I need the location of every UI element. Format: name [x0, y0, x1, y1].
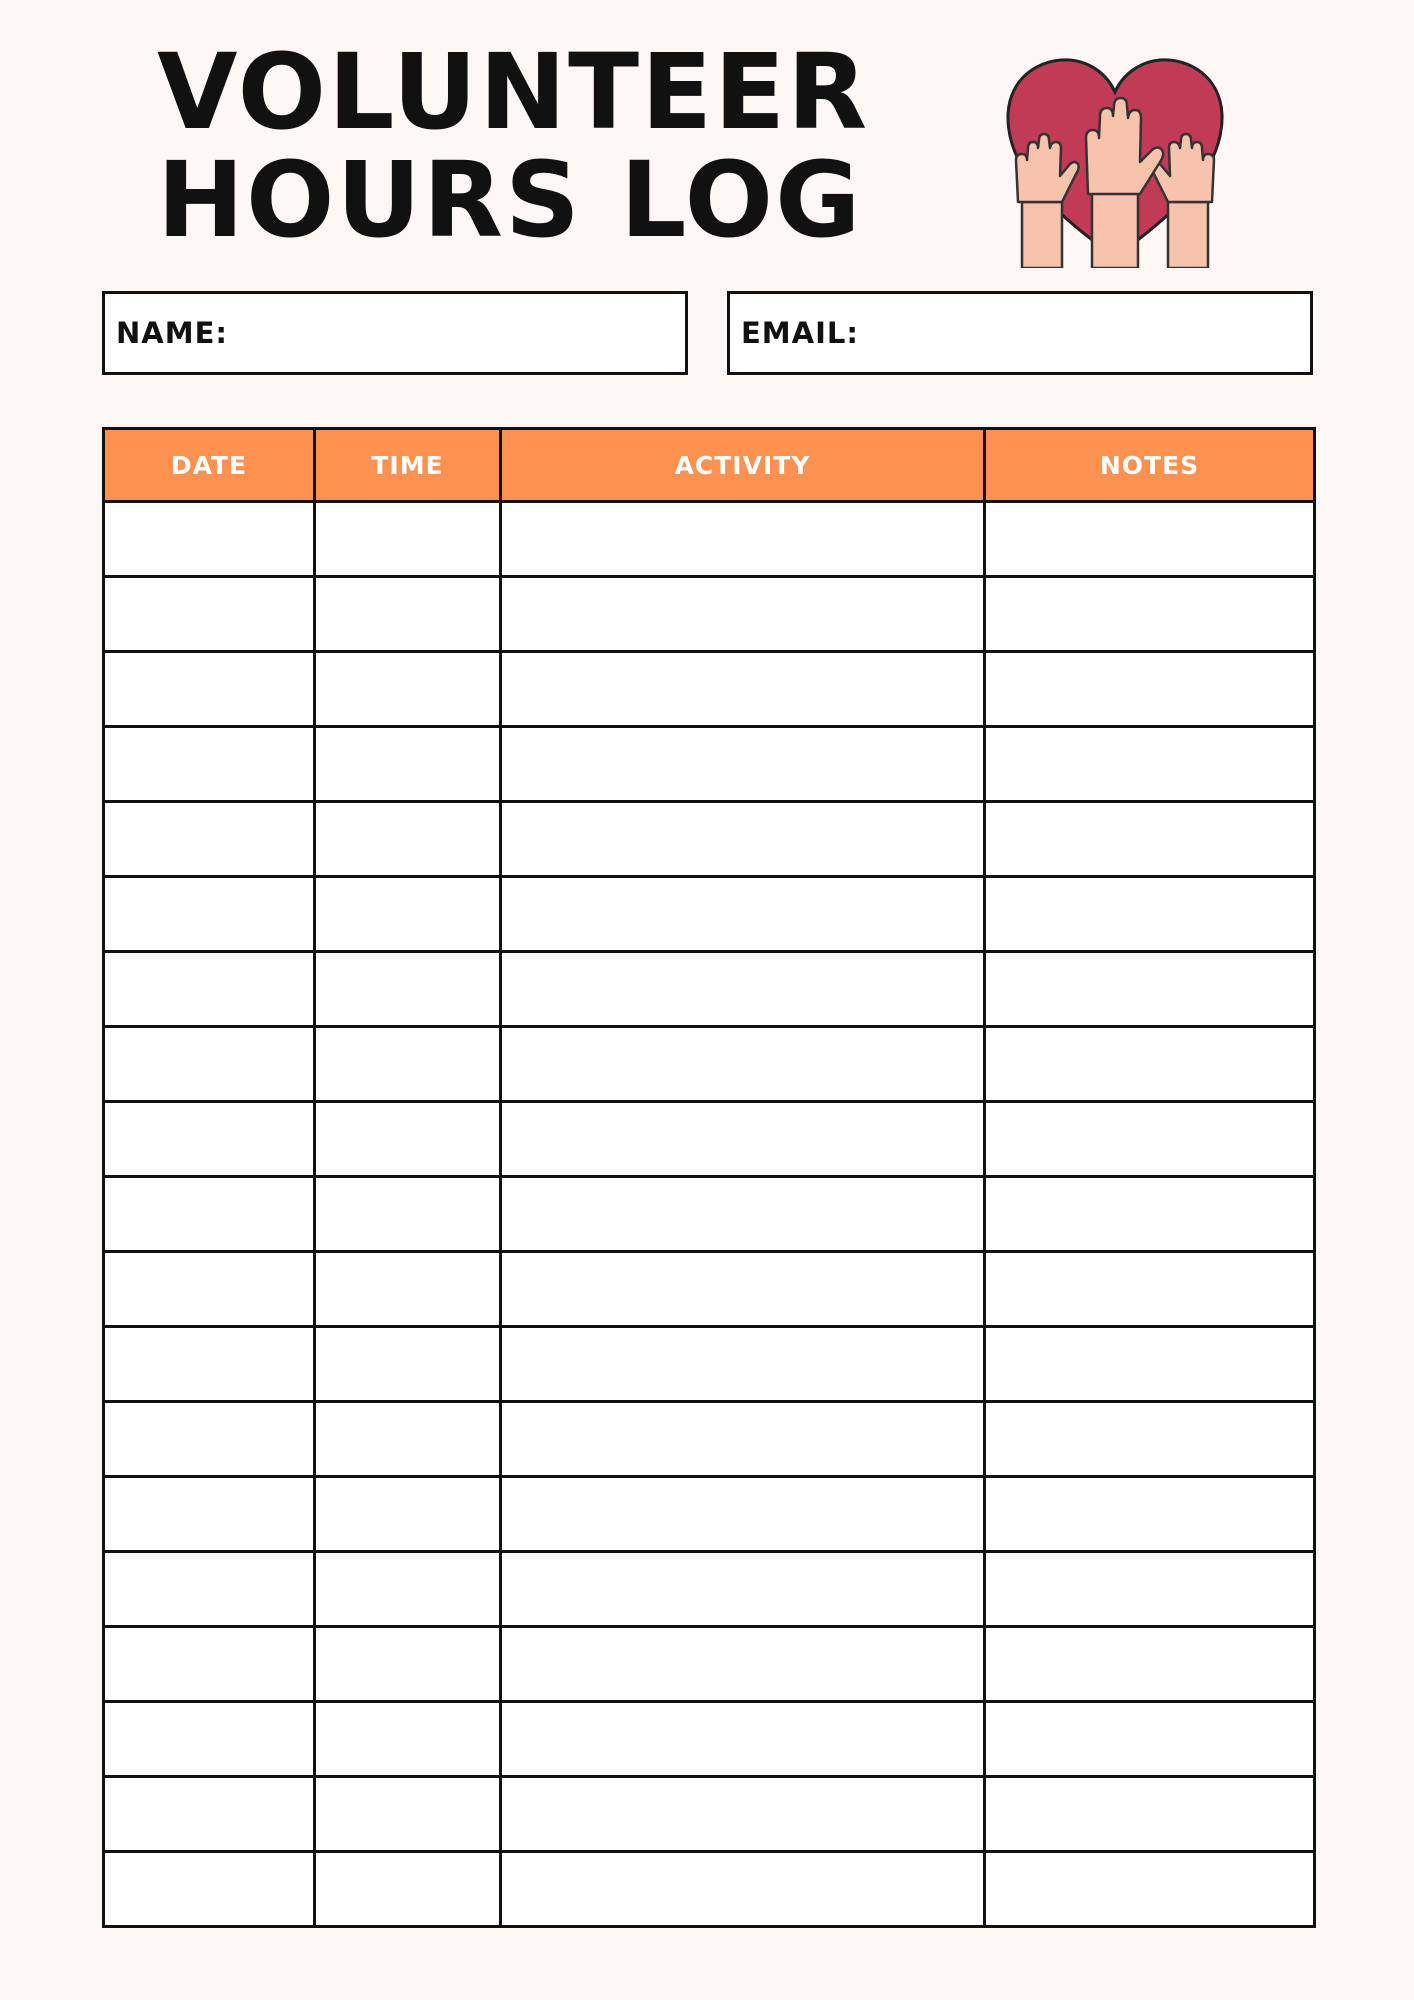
- cell-activity[interactable]: [501, 577, 985, 652]
- table-row: [104, 1777, 1315, 1852]
- table-row: [104, 577, 1315, 652]
- cell-activity[interactable]: [501, 1777, 985, 1852]
- cell-activity[interactable]: [501, 1027, 985, 1102]
- cell-activity[interactable]: [501, 1552, 985, 1627]
- table-header-row: [104, 429, 1315, 502]
- cell-date[interactable]: [104, 502, 315, 577]
- cell-notes[interactable]: [985, 952, 1315, 1027]
- cell-time[interactable]: [315, 577, 501, 652]
- cell-time[interactable]: [315, 727, 501, 802]
- page-title: VOLUNTEER HOURS LOG: [157, 31, 870, 261]
- cell-time[interactable]: [315, 1327, 501, 1402]
- cell-notes[interactable]: [985, 577, 1315, 652]
- cell-notes[interactable]: [985, 1777, 1315, 1852]
- cell-date[interactable]: [104, 952, 315, 1027]
- cell-notes[interactable]: [985, 1477, 1315, 1552]
- cell-date[interactable]: [104, 1702, 315, 1777]
- table-row: [104, 652, 1315, 727]
- cell-notes[interactable]: [985, 1627, 1315, 1702]
- table-row: [104, 1852, 1315, 1927]
- cell-notes[interactable]: [985, 802, 1315, 877]
- cell-activity[interactable]: [501, 877, 985, 952]
- cell-activity[interactable]: [501, 802, 985, 877]
- cell-time[interactable]: [315, 1177, 501, 1252]
- table-row: [104, 1327, 1315, 1402]
- cell-time[interactable]: [315, 877, 501, 952]
- cell-notes[interactable]: [985, 877, 1315, 952]
- cell-time[interactable]: [315, 1402, 501, 1477]
- cell-date[interactable]: [104, 1102, 315, 1177]
- cell-time[interactable]: [315, 1702, 501, 1777]
- cell-notes[interactable]: [985, 1327, 1315, 1402]
- email-label: EMAIL:: [741, 316, 859, 350]
- table-row: [104, 1627, 1315, 1702]
- cell-time[interactable]: [315, 1102, 501, 1177]
- cell-time[interactable]: [315, 1477, 501, 1552]
- cell-date[interactable]: [104, 1552, 315, 1627]
- table-row: [104, 1477, 1315, 1552]
- cell-time[interactable]: [315, 502, 501, 577]
- cell-activity[interactable]: [501, 652, 985, 727]
- table-row: [104, 1702, 1315, 1777]
- table-row: [104, 727, 1315, 802]
- cell-activity[interactable]: [501, 1477, 985, 1552]
- table-row: [104, 802, 1315, 877]
- cell-date[interactable]: [104, 727, 315, 802]
- name-field[interactable]: [102, 291, 688, 375]
- email-input[interactable]: [867, 302, 1310, 364]
- cell-notes[interactable]: [985, 1552, 1315, 1627]
- header-activity: ACTIVITY: [501, 429, 985, 502]
- email-field[interactable]: [727, 291, 1313, 375]
- table-row: [104, 1177, 1315, 1252]
- cell-activity[interactable]: [501, 1627, 985, 1702]
- header-date: DATE: [104, 429, 315, 502]
- table-body: [104, 502, 1315, 1927]
- cell-notes[interactable]: [985, 1177, 1315, 1252]
- name-label: NAME:: [116, 316, 228, 350]
- header-time: TIME: [315, 429, 501, 502]
- table-row: [104, 1027, 1315, 1102]
- cell-activity[interactable]: [501, 502, 985, 577]
- table-row: [104, 1252, 1315, 1327]
- cell-date[interactable]: [104, 1327, 315, 1402]
- cell-activity[interactable]: [501, 1252, 985, 1327]
- header-notes: NOTES: [985, 429, 1315, 502]
- cell-date[interactable]: [104, 1177, 315, 1252]
- cell-date[interactable]: [104, 1627, 315, 1702]
- cell-time[interactable]: [315, 652, 501, 727]
- table-row: [104, 1552, 1315, 1627]
- table-row: [104, 952, 1315, 1027]
- cell-activity[interactable]: [501, 1852, 985, 1927]
- cell-date[interactable]: [104, 1852, 315, 1927]
- hours-log-table: [102, 427, 1316, 1928]
- cell-notes[interactable]: [985, 1027, 1315, 1102]
- cell-date[interactable]: [104, 1252, 315, 1327]
- cell-date[interactable]: [104, 877, 315, 952]
- cell-activity[interactable]: [501, 1327, 985, 1402]
- cell-notes[interactable]: [985, 502, 1315, 577]
- cell-activity[interactable]: [501, 1102, 985, 1177]
- cell-date[interactable]: [104, 802, 315, 877]
- cell-activity[interactable]: [501, 952, 985, 1027]
- cell-notes[interactable]: [985, 1102, 1315, 1177]
- cell-notes[interactable]: [985, 727, 1315, 802]
- cell-activity[interactable]: [501, 1177, 985, 1252]
- cell-notes[interactable]: [985, 1402, 1315, 1477]
- cell-notes[interactable]: [985, 1252, 1315, 1327]
- cell-notes[interactable]: [985, 1702, 1315, 1777]
- heart-hands-icon: [1000, 52, 1230, 268]
- cell-notes[interactable]: [985, 1852, 1315, 1927]
- table-row: [104, 1402, 1315, 1477]
- cell-time[interactable]: [315, 952, 501, 1027]
- cell-activity[interactable]: [501, 727, 985, 802]
- table-row: [104, 1102, 1315, 1177]
- cell-time[interactable]: [315, 1252, 501, 1327]
- table-row: [104, 502, 1315, 577]
- cell-date[interactable]: [104, 652, 315, 727]
- cell-time[interactable]: [315, 1852, 501, 1927]
- cell-time[interactable]: [315, 1777, 501, 1852]
- cell-activity[interactable]: [501, 1402, 985, 1477]
- cell-time[interactable]: [315, 1627, 501, 1702]
- name-input[interactable]: [236, 302, 685, 364]
- cell-date[interactable]: [104, 1027, 315, 1102]
- cell-notes[interactable]: [985, 652, 1315, 727]
- cell-time[interactable]: [315, 1027, 501, 1102]
- cell-time[interactable]: [315, 1552, 501, 1627]
- cell-date[interactable]: [104, 577, 315, 652]
- cell-time[interactable]: [315, 802, 501, 877]
- cell-date[interactable]: [104, 1402, 315, 1477]
- cell-activity[interactable]: [501, 1702, 985, 1777]
- cell-date[interactable]: [104, 1777, 315, 1852]
- table-row: [104, 877, 1315, 952]
- cell-date[interactable]: [104, 1477, 315, 1552]
